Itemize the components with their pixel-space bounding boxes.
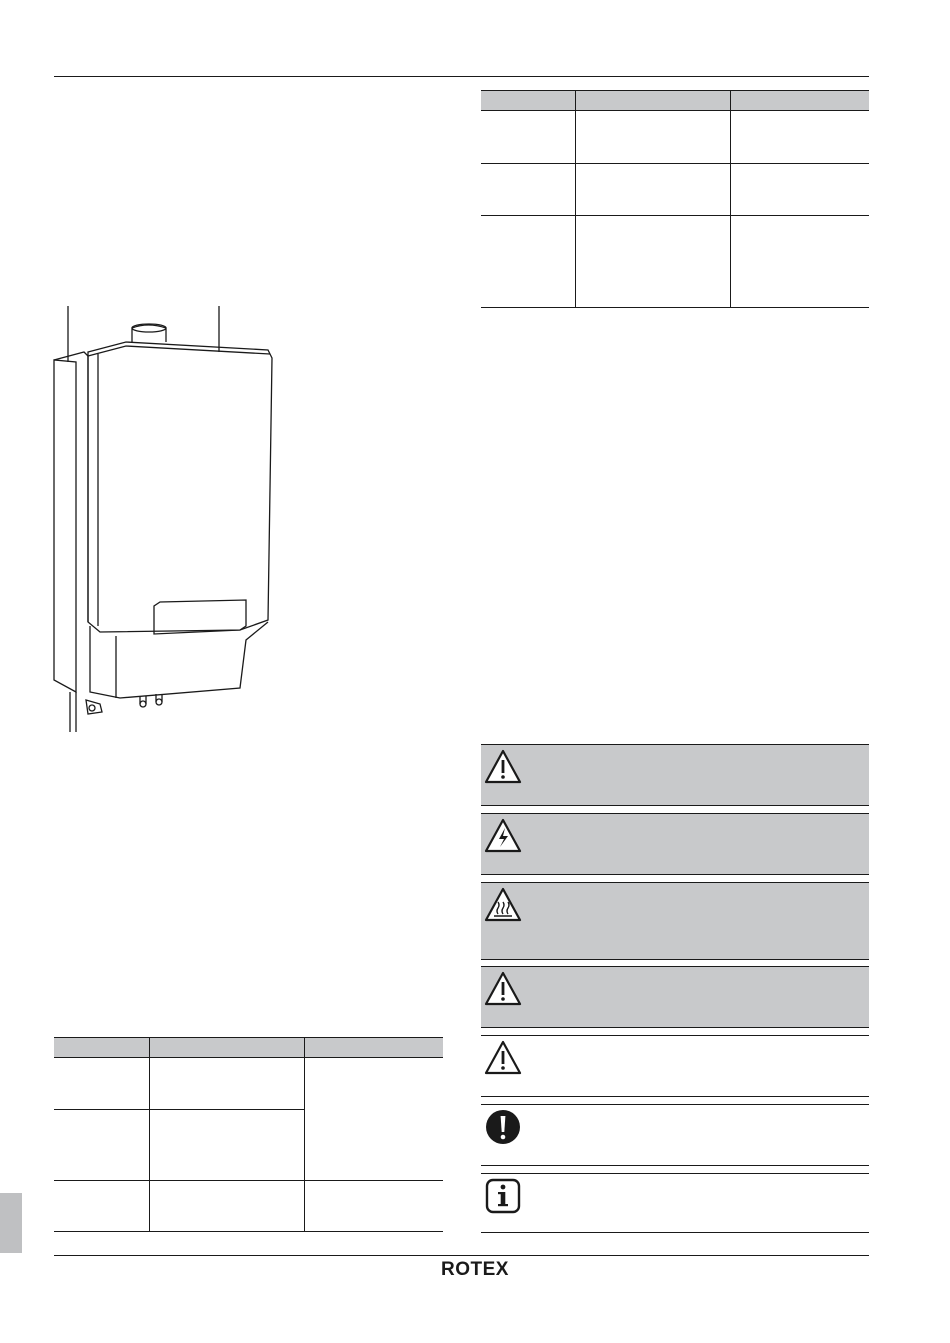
table-header-cell bbox=[54, 1038, 149, 1058]
table-row bbox=[481, 216, 869, 308]
chapter-side-tab bbox=[0, 1193, 22, 1253]
information-icon bbox=[483, 1176, 523, 1216]
hot-surface-icon bbox=[483, 885, 523, 925]
boiler-illustration bbox=[40, 300, 290, 740]
brand-logo: ROTEX bbox=[441, 1259, 509, 1280]
table-cell bbox=[54, 1181, 149, 1232]
table-header-cell bbox=[304, 1038, 443, 1058]
table-header-cell bbox=[481, 91, 575, 111]
table-row bbox=[54, 1181, 443, 1232]
notice-hot-surface bbox=[481, 882, 869, 960]
notice-warning bbox=[481, 966, 869, 1028]
header-rule bbox=[54, 76, 869, 77]
table-cell bbox=[481, 111, 575, 164]
table-header-cell bbox=[730, 91, 869, 111]
notice-information bbox=[481, 1173, 869, 1233]
table-cell bbox=[149, 1058, 304, 1110]
footer-rule bbox=[54, 1255, 869, 1256]
table-header-row bbox=[54, 1038, 443, 1058]
notice-danger bbox=[481, 744, 869, 806]
table-cell bbox=[730, 164, 869, 216]
notice-electrical bbox=[481, 813, 869, 875]
table-cell bbox=[304, 1058, 443, 1181]
table-cell bbox=[149, 1110, 304, 1181]
table-cell bbox=[481, 216, 575, 308]
table-cell bbox=[575, 164, 730, 216]
warning-triangle-icon bbox=[483, 747, 523, 787]
table-cell bbox=[575, 216, 730, 308]
table-cell bbox=[54, 1058, 149, 1110]
table-row bbox=[54, 1058, 443, 1110]
table-cell bbox=[730, 111, 869, 164]
notice-important bbox=[481, 1104, 869, 1166]
table-row bbox=[481, 111, 869, 164]
table-header-cell bbox=[575, 91, 730, 111]
notice-exclamation-icon bbox=[483, 1107, 523, 1147]
table-cell bbox=[304, 1181, 443, 1232]
notice-caution bbox=[481, 1035, 869, 1097]
top-table bbox=[481, 90, 869, 308]
table-cell bbox=[54, 1110, 149, 1181]
table-cell bbox=[481, 164, 575, 216]
caution-triangle-icon bbox=[483, 1038, 523, 1078]
electrical-hazard-icon bbox=[483, 816, 523, 856]
table-cell bbox=[149, 1181, 304, 1232]
table-header-row bbox=[481, 91, 869, 111]
table-row bbox=[481, 164, 869, 216]
table-cell bbox=[575, 111, 730, 164]
warning-triangle-icon bbox=[483, 969, 523, 1009]
table-header-cell bbox=[149, 1038, 304, 1058]
bottom-table bbox=[54, 1037, 443, 1232]
table-cell bbox=[730, 216, 869, 308]
